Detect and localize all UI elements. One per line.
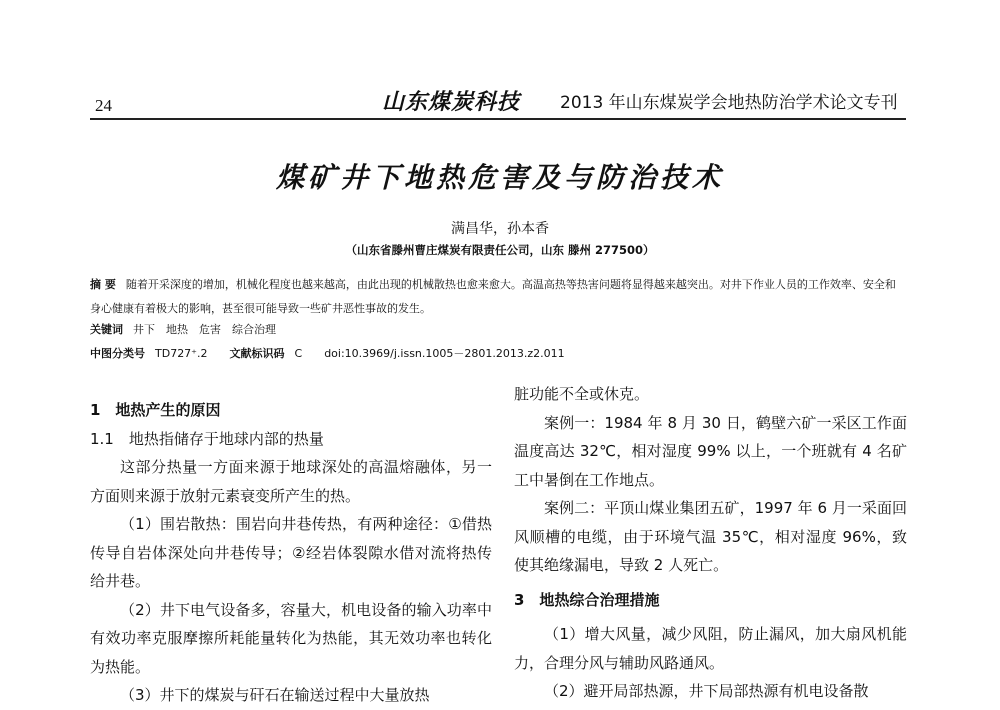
- keywords-text: 井下 地热 危害 综合治理: [133, 323, 276, 336]
- paragraph: （1）围岩散热：围岩向井巷传热，有两种途径：①借热传导自岩体深处向井巷传导；②经岩体裂隙水借对流将热传给井巷。: [90, 515, 492, 590]
- authors: 满昌华，孙本香: [451, 221, 549, 237]
- paragraph: 这部分热量一方面来源于地球深处的高温熔融体，另一方面则来源于放射元素衰变所产生的热。: [90, 458, 492, 505]
- article-title: 煤矿井下地热危害及与防治技术: [275, 161, 724, 194]
- page-number: 24: [95, 96, 112, 115]
- keywords-line: [90, 321, 276, 337]
- doc-code-value: C: [294, 347, 303, 360]
- clc-label: 中图分类号: [90, 347, 145, 360]
- doc-code-label: 文献标识码: [229, 347, 285, 360]
- abstract-text: 随着开采深度的增加，机械化程度也越来越高，由此出现的机械散热也愈来愈大。高温高热等热害问题将显得越来越突出。对井下作业人员的工作效率、安全和身心健康有着极大的影响，甚至很可能导致一些矿井恶性事故的发生。: [90, 278, 896, 315]
- right-column: [514, 380, 907, 706]
- paragraph: （3）井下的煤炭与矸石在输送过程中大量放热: [120, 686, 430, 704]
- affiliation: （山东省滕州曹庄煤炭有限责任公司，山东 滕州 277500）: [345, 243, 655, 257]
- case-paragraph-2: 案例二：平顶山煤业集团五矿，1997 年 6 月一采面回风顺槽的电缆，由于环境气温 35℃，相对湿度 96%，致使其绝缘漏电，导致 2 人死亡。: [514, 499, 907, 574]
- special-issue-title: 2013 年山东煤炭学会地热防治学术论文专刊: [560, 93, 898, 113]
- abstract-label: 摘 要: [90, 278, 116, 291]
- doi: doi:10.3969/j.issn.1005－2801.2013.z2.011: [324, 347, 565, 360]
- keywords-label: 关键词: [90, 323, 123, 336]
- case-paragraph-1: 案例一：1984 年 8 月 30 日，鹤壁六矿一采区工作面温度高达 32℃，相对湿度 99% 以上，一个班就有 4 名矿工中暑倒在工作地点。: [514, 413, 907, 489]
- header-divider: [90, 118, 906, 120]
- paragraph: （1）增大风量，减少风阻，防止漏风，加大扇风机能力，合理分风与辅助风路通风。: [514, 625, 907, 672]
- subsection-heading-1-1: 1.1 地热指储存于地球内部的热量: [90, 429, 324, 448]
- left-column: [90, 396, 492, 710]
- classification-line: [90, 345, 565, 361]
- section-heading-3: 3 地热综合治理措施: [514, 590, 660, 609]
- paragraph: （2）避开局部热源，井下局部热源有机电设备散: [544, 682, 869, 700]
- journal-logo: 山东煤炭科技: [382, 89, 521, 115]
- paragraph: （2）井下电气设备多，容量大，机电设备的输入功率中有效功率克服摩擦所耗能量转化为热能，其无效功率也转化为热能。: [90, 600, 492, 676]
- clc-value: TD727⁺.2: [155, 347, 208, 360]
- paragraph: 脏功能不全或休克。: [514, 385, 650, 403]
- section-heading-1: 1 地热产生的原因: [90, 401, 221, 419]
- abstract: [90, 273, 906, 321]
